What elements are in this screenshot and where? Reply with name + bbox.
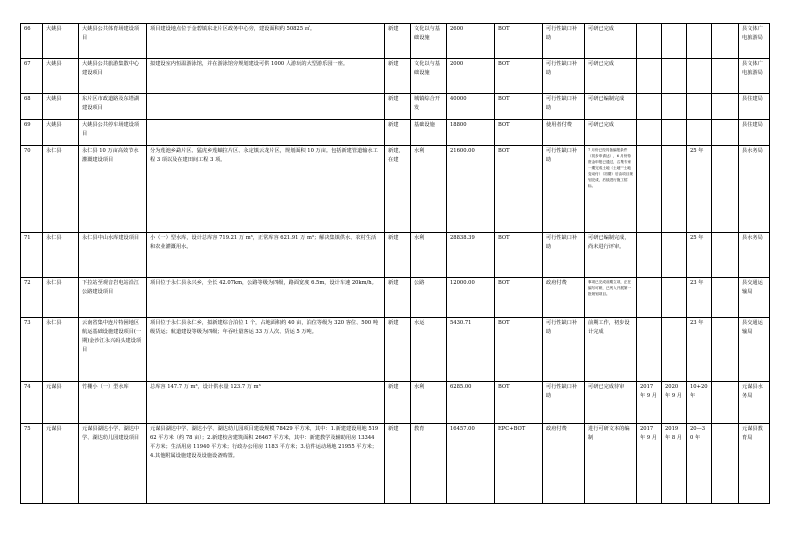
payment-mechanism-cell: 政府付费 xyxy=(543,278,585,318)
end-date-cell xyxy=(662,59,687,94)
end-date-cell xyxy=(662,120,687,146)
end-date-cell xyxy=(662,146,687,233)
project-name-cell: 东片区市政道路及东塔湖建设项目 xyxy=(79,94,147,120)
start-date-cell: 2017 年 9 月 xyxy=(637,424,662,504)
row-number: 73 xyxy=(21,318,43,382)
progress-cell: 可研已编制完成 xyxy=(585,94,637,120)
investment-cell: 40000 xyxy=(447,94,495,120)
progress-cell: 事项已完成前期立项，正在编写可研，已列入开展第一批规划项目。 xyxy=(585,278,637,318)
responsible-unit-cell: 县文体广电旅游局 xyxy=(739,59,770,94)
end-date-cell xyxy=(662,318,687,382)
county-cell: 元谋县 xyxy=(43,382,79,424)
field-cell: 水利 xyxy=(411,233,447,278)
end-date-cell xyxy=(662,94,687,120)
county-cell: 大姚县 xyxy=(43,59,79,94)
row-number: 67 xyxy=(21,59,43,94)
cooperation-period-cell: 20—30 年 xyxy=(687,424,712,504)
investment-cell: 21600.00 xyxy=(447,146,495,233)
payment-mechanism-cell: 可行性缺口补助 xyxy=(543,94,585,120)
progress-cell: 进行可研文本的编制 xyxy=(585,424,637,504)
progress-cell: 可研已编制完成，尚未进行评审。 xyxy=(585,233,637,278)
spare-cell xyxy=(712,120,739,146)
investment-cell: 18800 xyxy=(447,120,495,146)
responsible-unit-cell: 县交通运输局 xyxy=(739,278,770,318)
cooperation-period-cell: 23 年 xyxy=(687,318,712,382)
investment-cell: 16457.00 xyxy=(447,424,495,504)
row-number: 71 xyxy=(21,233,43,278)
project-content-cell: 小（一）型水库，设计总库容 719.21 万 m³，正常库容 621.91 万 m³；解决集镇供水、农村生活和农业灌溉用水。 xyxy=(147,233,385,278)
progress-cell: 7 月份已经具备编报条件（初步申请达），6 月份待资金申报已通过，召集专家一期完成土地（土地""土地变动付）（初期）后由项目规划完成，后续进行施工招标。 xyxy=(585,146,637,233)
project-content-cell: 项目位于永仁县永兴乡，全长 42.07km，公路等级为四级，路面宽度 6.5m，设计车速 20km/h。 xyxy=(147,278,385,318)
investment-cell: 2000 xyxy=(447,59,495,94)
spare-cell xyxy=(712,146,739,233)
project-content-cell: 总库容 147.7 万 m³，设计供水量 123.7 万 m³ xyxy=(147,382,385,424)
project-name-cell: 大姚县公共体育场建设项目 xyxy=(79,24,147,59)
start-date-cell xyxy=(637,24,662,59)
project-name-cell: 下拉站至观音岩电站沿江公路建设项目 xyxy=(79,278,147,318)
start-date-cell xyxy=(637,278,662,318)
construction-type-cell: 新建，在建 xyxy=(385,146,411,233)
responsible-unit-cell: 元谋县水务局 xyxy=(739,382,770,424)
project-name-cell: 大姚县公共旅游集散中心建设项目 xyxy=(79,59,147,94)
responsible-unit-cell: 县水务局 xyxy=(739,233,770,278)
spare-cell xyxy=(712,233,739,278)
county-cell: 永仁县 xyxy=(43,233,79,278)
operation-mode-cell: EPC+BOT xyxy=(495,424,543,504)
operation-mode-cell: BOT xyxy=(495,120,543,146)
operation-mode-cell: BOT xyxy=(495,94,543,120)
cooperation-period-cell: 25 年 xyxy=(687,233,712,278)
field-cell: 文化以与基础设施 xyxy=(411,59,447,94)
cooperation-period-cell xyxy=(687,120,712,146)
project-content-cell: 项目建设地点位于金碧镇东北片区政务中心旁，建设面积约 50825 ㎡。 xyxy=(147,24,385,59)
spare-cell xyxy=(712,318,739,382)
row-number: 70 xyxy=(21,146,43,233)
county-cell: 大姚县 xyxy=(43,94,79,120)
construction-type-cell: 新建 xyxy=(385,233,411,278)
project-content-cell xyxy=(147,94,385,120)
progress-cell: 可研已完成 xyxy=(585,59,637,94)
project-name-cell: 永仁县中山水库建设项目 xyxy=(79,233,147,278)
start-date-cell xyxy=(637,146,662,233)
county-cell: 永仁县 xyxy=(43,146,79,233)
operation-mode-cell: BOT xyxy=(495,146,543,233)
cooperation-period-cell: 25 年 xyxy=(687,146,712,233)
construction-type-cell: 新建 xyxy=(385,59,411,94)
construction-type-cell: 新建 xyxy=(385,424,411,504)
payment-mechanism-cell: 政府付费 xyxy=(543,424,585,504)
spare-cell xyxy=(712,94,739,120)
payment-mechanism-cell: 可行性缺口补助 xyxy=(543,59,585,94)
county-cell: 大姚县 xyxy=(43,120,79,146)
spare-cell xyxy=(712,424,739,504)
responsible-unit-cell: 县文体广电旅游局 xyxy=(739,24,770,59)
payment-mechanism-cell: 可行性缺口补助 xyxy=(543,146,585,233)
county-cell: 永仁县 xyxy=(43,278,79,318)
table-row xyxy=(21,424,770,504)
responsible-unit-cell: 县住建局 xyxy=(739,120,770,146)
project-name-cell: 永仁县 10 万亩高效节水灌溉建设项目 xyxy=(79,146,147,233)
field-cell: 基础设施 xyxy=(411,120,447,146)
field-cell: 文化以与基础设施 xyxy=(411,24,447,59)
construction-type-cell: 新建 xyxy=(385,318,411,382)
project-content-cell: 元谋县湖达中学、湖达小学、湖达幼儿园项目建设规模 78429 平方米，其中：1.新建建设用地 51962 平方米（约 78 亩）；2.新建校舍建筑面积 26467 平方米，其中：新建教学及辅助用房 13344 平方米；生活用房 11940 平方米；行政办公用房 1183 平方米；3.信件运动场地 21955 平方米；4.其他附属设施建设及设施设备购置。 xyxy=(147,424,385,504)
operation-mode-cell: BOT xyxy=(495,318,543,382)
end-date-cell xyxy=(662,278,687,318)
row-number: 72 xyxy=(21,278,43,318)
field-cell: 水利 xyxy=(411,382,447,424)
payment-mechanism-cell: 可行性缺口补助 xyxy=(543,24,585,59)
payment-mechanism-cell: 使用者付费 xyxy=(543,120,585,146)
project-name-cell: 竹棚小（一）型水库 xyxy=(79,382,147,424)
operation-mode-cell: BOT xyxy=(495,24,543,59)
table-row xyxy=(21,278,770,318)
start-date-cell: 2017 年 9 月 xyxy=(637,382,662,424)
operation-mode-cell: BOT xyxy=(495,382,543,424)
project-name-cell: 云南省集中连片特困地区航运基础设施建设项目(一期)金沙江永兴码头建设项目 xyxy=(79,318,147,382)
start-date-cell xyxy=(637,233,662,278)
table-row xyxy=(21,24,770,59)
end-date-cell xyxy=(662,24,687,59)
field-cell: 水运 xyxy=(411,318,447,382)
row-number: 75 xyxy=(21,424,43,504)
cooperation-period-cell xyxy=(687,24,712,59)
field-cell: 水利 xyxy=(411,146,447,233)
cooperation-period-cell xyxy=(687,94,712,120)
payment-mechanism-cell: 可行性缺口补助 xyxy=(543,233,585,278)
investment-cell: 2600 xyxy=(447,24,495,59)
start-date-cell xyxy=(637,318,662,382)
start-date-cell xyxy=(637,94,662,120)
project-table xyxy=(20,23,770,504)
spare-cell xyxy=(712,278,739,318)
project-content-cell: 拟建设室内恒温游泳馆，并在游泳馆旁规划建设可供 1000 人游玩的大型游乐园一座。 xyxy=(147,59,385,94)
construction-type-cell: 新建 xyxy=(385,24,411,59)
operation-mode-cell: BOT xyxy=(495,59,543,94)
start-date-cell xyxy=(637,120,662,146)
spare-cell xyxy=(712,59,739,94)
table-row xyxy=(21,59,770,94)
payment-mechanism-cell: 可行性缺口补助 xyxy=(543,318,585,382)
investment-cell: 5430.71 xyxy=(447,318,495,382)
cooperation-period-cell: 23 年 xyxy=(687,278,712,318)
responsible-unit-cell: 县交通运输局 xyxy=(739,318,770,382)
operation-mode-cell: BOT xyxy=(495,278,543,318)
field-cell: 公路 xyxy=(411,278,447,318)
spare-cell xyxy=(712,24,739,59)
construction-type-cell: 新建 xyxy=(385,94,411,120)
investment-cell: 6285.00 xyxy=(447,382,495,424)
county-cell: 大姚县 xyxy=(43,24,79,59)
row-number: 66 xyxy=(21,24,43,59)
end-date-cell: 2020 年 9 月 xyxy=(662,382,687,424)
end-date-cell: 2019 年 8 月 xyxy=(662,424,687,504)
project-name-cell: 元谋县湖达小学、湖达中学、湖达幼儿园建设项目 xyxy=(79,424,147,504)
spare-cell xyxy=(712,382,739,424)
responsible-unit-cell: 县水务局 xyxy=(739,146,770,233)
table-row xyxy=(21,318,770,382)
table-row xyxy=(21,146,770,233)
county-cell: 元谋县 xyxy=(43,424,79,504)
responsible-unit-cell: 元谋县教育局 xyxy=(739,424,770,504)
project-content-cell: 项目位于永仁县永仁乡，拟新建综合泊位 1 个，占地面积约 40 亩，泊位等级为 320 客位、500 吨级货运；航道建设等级为四级；年吞吐量客运 33 万人次、货运 5 万吨。 xyxy=(147,318,385,382)
county-cell: 永仁县 xyxy=(43,318,79,382)
responsible-unit-cell: 县住建局 xyxy=(739,94,770,120)
project-content-cell xyxy=(147,120,385,146)
project-content-cell: 分为莲池乡勐片区、猛虎乡莲蚰拉片区、永定镇云龙片区，规划面积 10 万亩。包括新建管道输水工程 3 项以及在建田间工程 3 项。 xyxy=(147,146,385,233)
payment-mechanism-cell: 可行性缺口补助 xyxy=(543,382,585,424)
start-date-cell xyxy=(637,59,662,94)
field-cell: 教育 xyxy=(411,424,447,504)
investment-cell: 12000.00 xyxy=(447,278,495,318)
progress-cell: 前期工作，初步设计完成 xyxy=(585,318,637,382)
construction-type-cell: 新建 xyxy=(385,278,411,318)
table-row xyxy=(21,120,770,146)
field-cell: 城镇综合开发 xyxy=(411,94,447,120)
row-number: 74 xyxy=(21,382,43,424)
operation-mode-cell: BOT xyxy=(495,233,543,278)
construction-type-cell: 新建 xyxy=(385,382,411,424)
construction-type-cell: 新建 xyxy=(385,120,411,146)
progress-cell: 可研已完成待审 xyxy=(585,382,637,424)
table-row xyxy=(21,382,770,424)
table-row xyxy=(21,233,770,278)
progress-cell: 可研已完成 xyxy=(585,24,637,59)
end-date-cell xyxy=(662,233,687,278)
row-number: 68 xyxy=(21,94,43,120)
row-number: 69 xyxy=(21,120,43,146)
project-name-cell: 大姚县公共停车场建设项目 xyxy=(79,120,147,146)
cooperation-period-cell xyxy=(687,59,712,94)
investment-cell: 28838.39 xyxy=(447,233,495,278)
table-row xyxy=(21,94,770,120)
progress-cell: 可研已完成 xyxy=(585,120,637,146)
cooperation-period-cell: 10+20 年 xyxy=(687,382,712,424)
